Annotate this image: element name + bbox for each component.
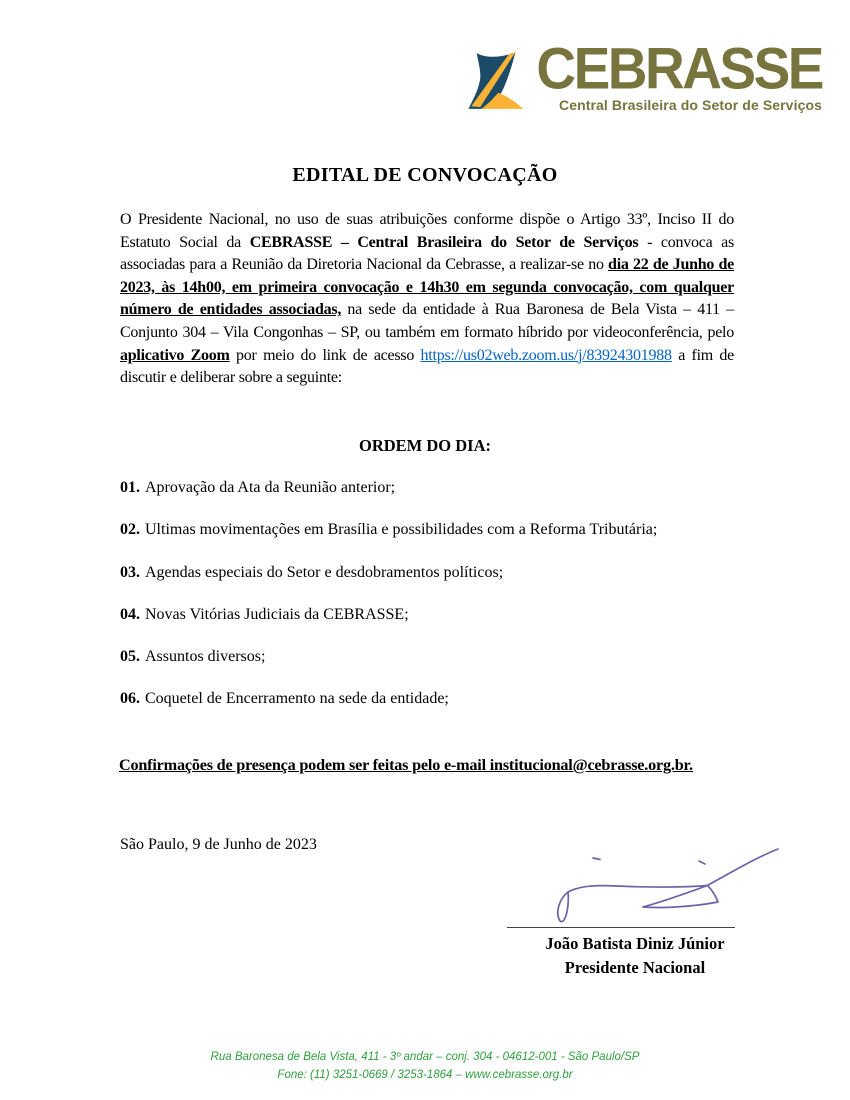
signatory-name: João Batista Diniz Júnior <box>545 934 725 953</box>
agenda-item <box>120 519 745 542</box>
zoom-meeting-link[interactable]: https://us02web.zoom.us/j/83924301988 <box>420 346 672 364</box>
agenda-item-number: 06. <box>120 690 140 708</box>
agenda-item <box>120 562 745 585</box>
intro-meeting-datetime: dia 22 de Junho de 2023, às 14h00, em primeira convocação e 14h30 em segunda convocação, com qualquer número de entidades associadas, <box>120 256 734 319</box>
agenda-item-text: Agendas especiais do Setor e desdobramentos políticos; <box>145 563 504 581</box>
signature-line <box>507 927 735 928</box>
date-line: São Paulo, 9 de Junho de 2023 <box>120 836 317 853</box>
agenda-item-text: Coquetel de Encerramento na sede da entidade; <box>145 690 449 708</box>
cebrasse-logo <box>457 35 822 117</box>
agenda-item-number: 04. <box>120 605 140 623</box>
agenda-item <box>120 646 745 669</box>
intro-text: por meio do link de acesso <box>229 346 421 364</box>
intro-text: na sede da entidade à Rua Baronesa de Bela Vista – 411 – Conjunto 304 – Vila Congonhas – SP, ou também em formato híbrido por videoconferência, pelo <box>120 301 735 341</box>
agenda-item-number: 03. <box>120 563 140 581</box>
agenda-item-number: 05. <box>120 648 140 666</box>
footer <box>0 1049 850 1084</box>
agenda-heading: ORDEM DO DIA: <box>359 436 491 455</box>
agenda-item <box>120 688 745 711</box>
page-title: EDITAL DE CONVOCAÇÃO <box>292 164 558 186</box>
agenda-item-number: 02. <box>120 521 140 539</box>
handwritten-signature <box>535 843 785 938</box>
footer-phone-website: Fone: (11) 3251-0669 / 3253-1864 – www.cebrasse.org.br <box>277 1068 573 1081</box>
agenda-item-text: Assuntos diversos; <box>145 648 266 666</box>
logo-text <box>536 35 822 113</box>
logo-tagline: Central Brasileira do Setor de Serviços <box>558 97 822 113</box>
confirmation-line: Confirmações de presença podem ser feitas pelo e-mail institucional@cebrasse.org.br. <box>119 756 693 774</box>
agenda-item-number: 01. <box>120 479 140 496</box>
intro-bold-org-name: CEBRASSE – Central Brasileira do Setor de Serviços <box>249 233 639 251</box>
intro-paragraph <box>120 209 734 390</box>
signatory-role: Presidente Nacional <box>564 957 706 977</box>
agenda-item-text: Novas Vitórias Judiciais da CEBRASSE; <box>145 605 409 623</box>
agenda-item-text: Ultimas movimentações em Brasília e possibilidades com a Reforma Tributária; <box>145 521 658 539</box>
agenda-item <box>120 477 745 500</box>
intro-text: O Presidente Nacional, no uso de suas atribuições conforme dispõe o Artigo 33º, Inciso II do Estatuto Social da <box>120 211 734 251</box>
logo-wordmark: CEBRASSE <box>536 35 822 102</box>
agenda-item <box>120 604 745 627</box>
agenda-list <box>120 477 745 731</box>
intro-text: a fim de discutir e deliberar sobre a seguinte: <box>120 346 735 387</box>
intro-zoom-app: aplicativo Zoom <box>120 346 230 364</box>
cebrasse-logo-icon <box>457 45 535 117</box>
footer-address: Rua Baronesa de Bela Vista, 411 - 3º andar – conj. 304 - 04612-001 - São Paulo/SP <box>210 1051 640 1063</box>
signature-block <box>505 932 765 979</box>
agenda-item-text: Aprovação da Ata da Reunião anterior; <box>145 479 396 496</box>
intro-text: - convoca as associadas para a Reunião da Diretoria Nacional da Cebrasse, a realizar-se no <box>120 233 735 274</box>
